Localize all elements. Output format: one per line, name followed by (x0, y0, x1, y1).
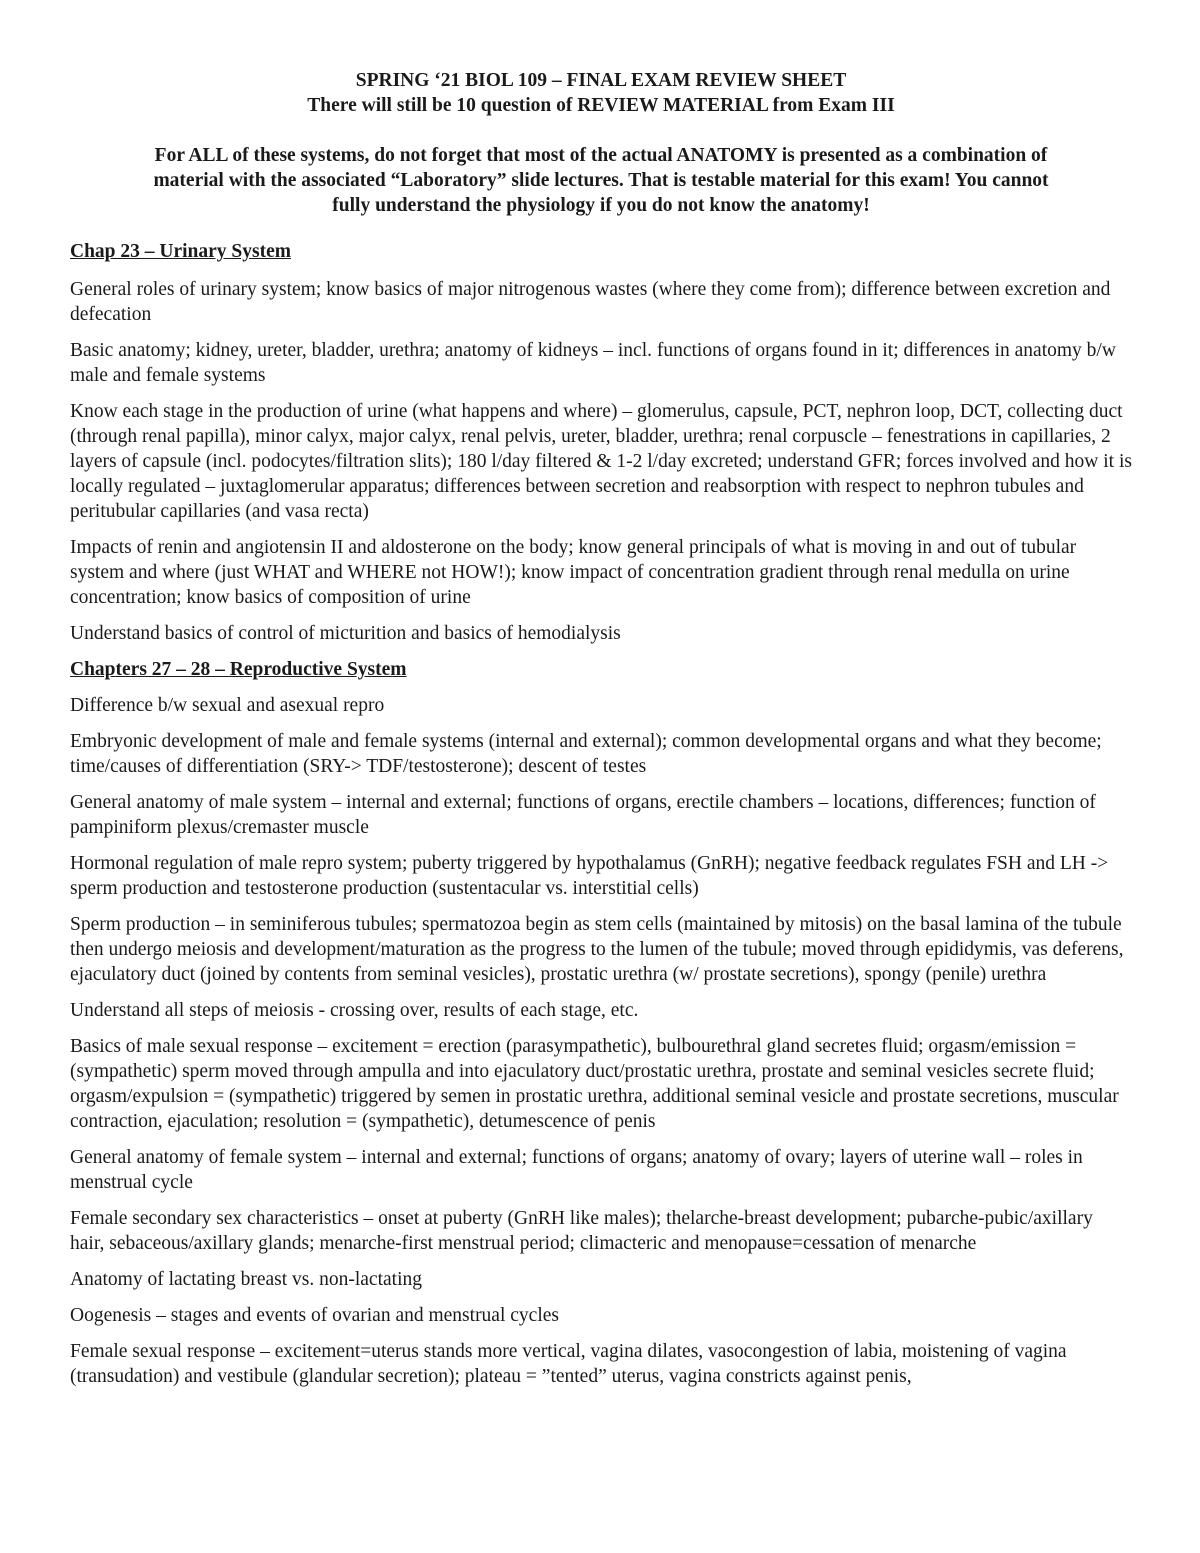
review-item: Know each stage in the production of urine (what happens and where) – glomerulus, capsule, PCT, nephron loop, DCT, collecting duct (through renal papilla), minor calyx, major calyx, renal pelvis, ureter, bladder, urethra; renal corpuscle – fenestrations in capillaries, 2 layers of capsule (incl. podocytes/filtration slits); 180 l/day filtered & 1-2 l/day excreted; understand GFR; forces involved and how it is locally regulated – juxtaglomerular apparatus; differences between secretion and reabsorption with respect to nephron tubules and peritubular capillaries (and vasa recta) (70, 401, 1132, 522)
review-item: Sperm production – in seminiferous tubules; spermatozoa begin as stem cells (maintained by mitosis) on the basal lamina of the tubule then undergo meiosis and development/maturation as the progress to the lumen of the tubule; moved through epididymis, vas deferens, ejaculatory duct (joined by contents from seminal vesicles), prostatic urethra (w/ prostate secretions), spongy (penile) urethra (70, 914, 1124, 985)
review-item: Anatomy of lactating breast vs. non-lactating (70, 1269, 422, 1290)
review-item: Embryonic development of male and female systems (internal and external); common developmental organs and what they become; time/causes of differentiation (SRY-> TDF/testosterone); descent of testes (70, 731, 1102, 777)
review-item: Female sexual response – excitement=uterus stands more vertical, vagina dilates, vasocongestion of labia, moistening of vagina (transudation) and vestibule (glandular secretion); plateau = ”tented” uterus, vagina constricts against penis, (70, 1341, 1067, 1387)
section-heading: Chap 23 – Urinary System (70, 241, 292, 262)
review-item: Difference b/w sexual and asexual repro (70, 695, 385, 716)
review-item: Impacts of renin and angiotensin II and aldosterone on the body; know general principals of what is moving in and out of tubular system and where (just WHAT and WHERE not HOW!); know impact of concentration gradient through renal medulla on urine concentration; know basics of composition of urine (70, 537, 1077, 608)
review-item: Hormonal regulation of male repro system; puberty triggered by hypothalamus (GnRH); negative feedback regulates FSH and LH -> sperm production and testosterone production (sustentacular vs. interstitial cells) (70, 853, 1109, 899)
document-subtitle: There will still be 10 question of REVIEW MATERIAL from Exam III (307, 95, 895, 116)
section-urinary (70, 239, 1132, 646)
review-item: Basics of male sexual response – excitement = erection (parasympathetic), bulbourethral gland secretes fluid; orgasm/emission = (sympathetic) sperm moved through ampulla and into ejaculatory duct/prostatic urethra, prostate and seminal vesicles secrete fluid; orgasm/expulsion = (sympathetic) triggered by semen in prostatic urethra, additional seminal vesicle and prostate secretions, muscular contraction, ejaculation; resolution = (sympathetic), detumescence of penis (70, 1036, 1119, 1132)
section-heading: Chapters 27 – 28 – Reproductive System (70, 659, 407, 680)
review-item: Oogenesis – stages and events of ovarian and menstrual cycles (70, 1305, 559, 1326)
intro-note: For ALL of these systems, do not forget that most of the actual ANATOMY is presented as a combination of material with the associated “Laboratory” slide lectures. That is testable material for this exam! You cannot fully understand the physiology if you do not know the anatomy! (153, 145, 1049, 216)
document-header (70, 68, 1132, 118)
review-item: General anatomy of male system – internal and external; functions of organs, erectile chambers – locations, differences; function of pampiniform plexus/cremaster muscle (70, 792, 1096, 838)
document-title: SPRING ‘21 BIOL 109 – FINAL EXAM REVIEW SHEET (355, 70, 847, 91)
document-page (70, 68, 1132, 1400)
review-item: Understand basics of control of micturition and basics of hemodialysis (70, 623, 621, 644)
review-item: General anatomy of female system – internal and external; functions of organs; anatomy of ovary; layers of uterine wall – roles in menstrual cycle (70, 1147, 1083, 1193)
section-reproductive (70, 657, 1132, 1389)
review-item: Understand all steps of meiosis - crossing over, results of each stage, etc. (70, 1000, 639, 1021)
review-item: General roles of urinary system; know basics of major nitrogenous wastes (where they come from); difference between excretion and defecation (70, 279, 1111, 325)
review-item: Basic anatomy; kidney, ureter, bladder, urethra; anatomy of kidneys – incl. functions of organs found in it; differences in anatomy b/w male and female systems (70, 340, 1116, 386)
review-item: Female secondary sex characteristics – onset at puberty (GnRH like males); thelarche-breast development; pubarche-pubic/axillary hair, sebaceous/axillary glands; menarche-first menstrual period; climacteric and menopause=cessation of menarche (70, 1208, 1093, 1254)
